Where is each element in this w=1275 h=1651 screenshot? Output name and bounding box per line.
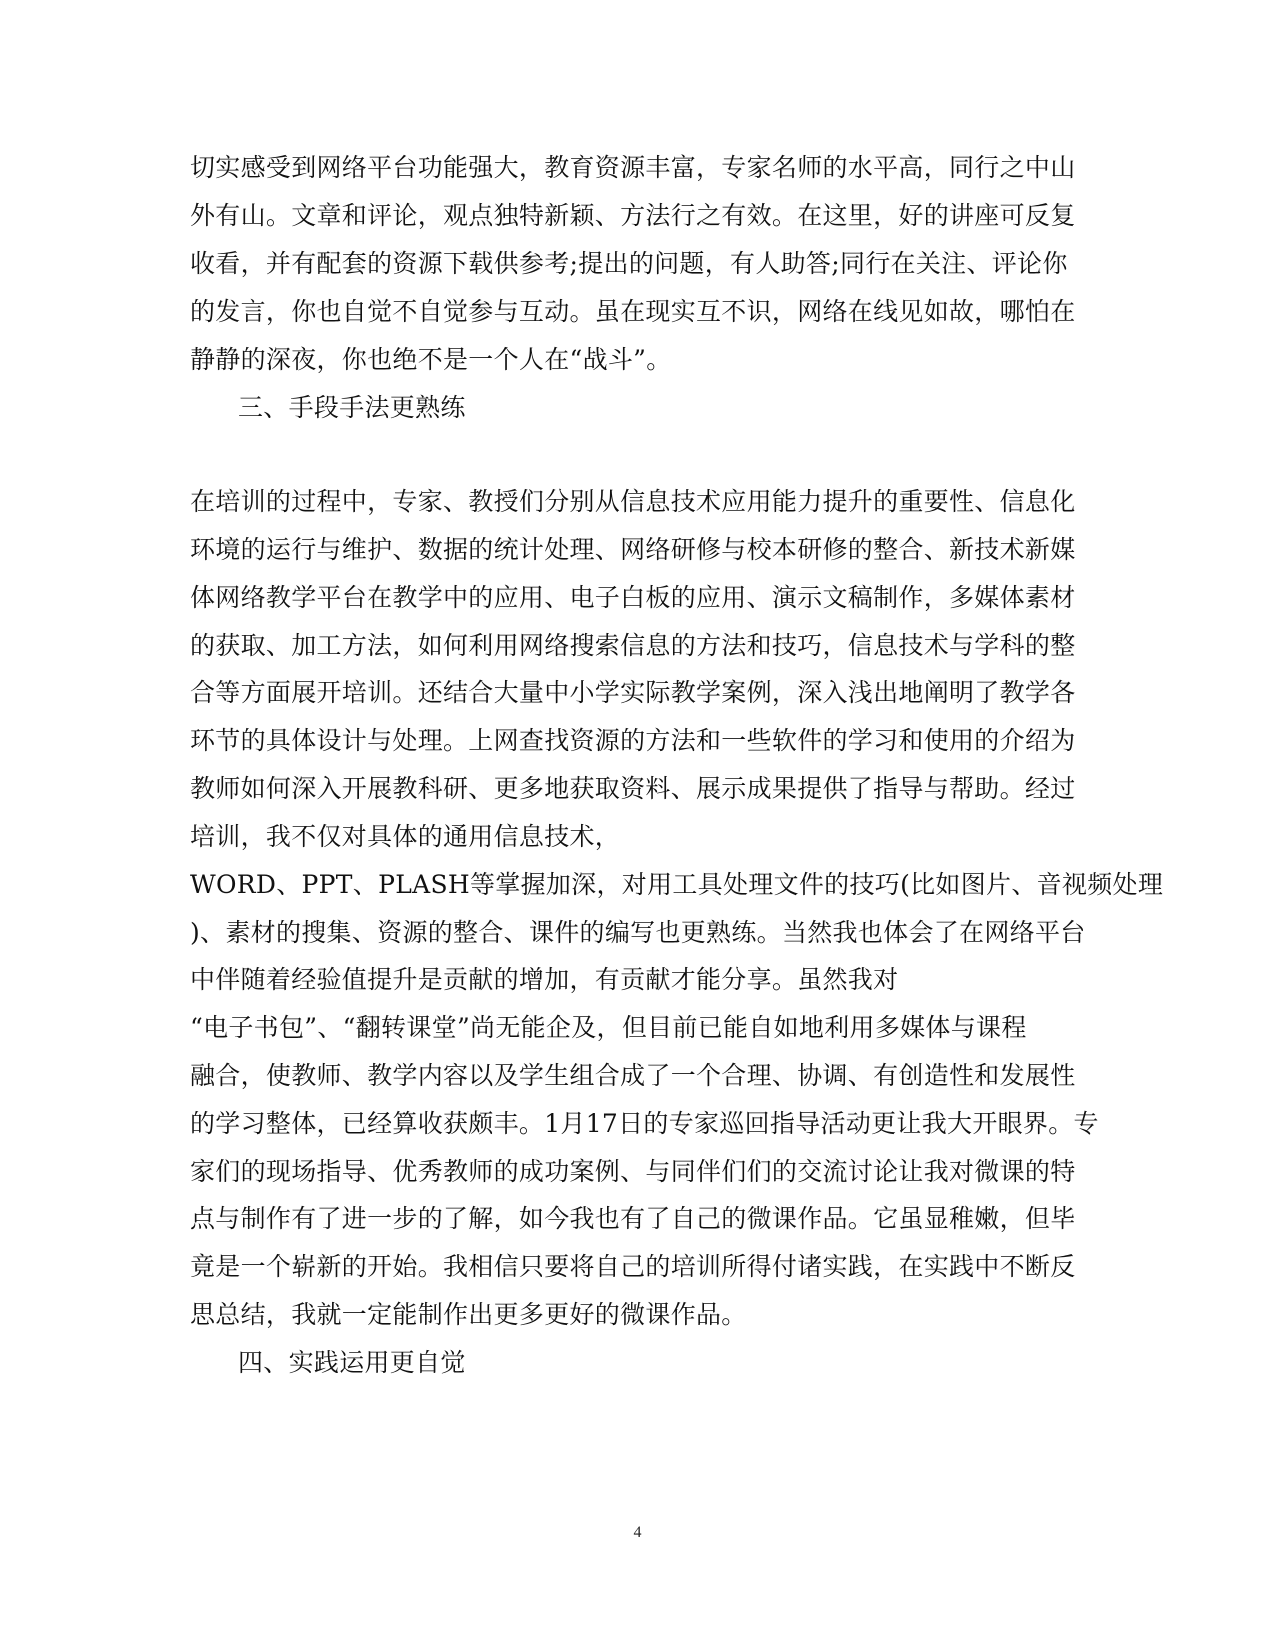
paragraph-line: 的获取、加工方法，如何利用网络搜索信息的方法和技巧，信息技术与学科的整 — [190, 631, 1076, 660]
paragraph-line: 家们的现场指导、优秀教师的成功案例、与同伴们们的交流讨论让我对微课的特 — [190, 1157, 1076, 1186]
section-heading: 三、手段手法更熟练 — [238, 393, 466, 422]
paragraph-line: 切实感受到网络平台功能强大，教育资源丰富，专家名师的水平高，同行之中山 — [190, 153, 1076, 182]
paragraph-line: 环境的运行与维护、数据的统计处理、网络研修与校本研修的整合、新技术新媒 — [190, 535, 1076, 564]
paragraph-line: 的学习整体，已经算收获颇丰。1月17日的专家巡回指导活动更让我大开眼界。专 — [190, 1109, 1099, 1138]
paragraph-line: “电子书包”、“翻转课堂”尚无能企及，但目前已能自如地利用多媒体与课程 — [190, 1013, 1027, 1042]
paragraph-line: 的发言，你也自觉不自觉参与互动。虽在现实互不识，网络在线见如故，哪怕在 — [190, 297, 1076, 326]
section-heading: 四、实践运用更自觉 — [238, 1348, 466, 1377]
paragraph-line: 培训，我不仅对具体的通用信息技术， — [190, 822, 621, 851]
paragraph-line: 融合，使教师、教学内容以及学生组合成了一个合理、协调、有创造性和发展性 — [190, 1061, 1076, 1090]
paragraph-line: 外有山。文章和评论，观点独特新颖、方法行之有效。在这里，好的讲座可反复 — [190, 201, 1076, 230]
paragraph-line: 收看，并有配套的资源下载供参考;提出的问题，有人助答;同行在关注、评论你 — [190, 249, 1068, 278]
paragraph-line: WORD、PPT、PLASH等掌握加深，对用工具处理文件的技巧(比如图片、音视频处理 — [190, 870, 1164, 899]
paragraph-line: 合等方面展开培训。还结合大量中小学实际教学案例，深入浅出地阐明了教学各 — [190, 678, 1076, 707]
paragraph-line: 静静的深夜，你也绝不是一个人在“战斗”。 — [190, 345, 672, 374]
paragraph-line: 在培训的过程中，专家、教授们分别从信息技术应用能力提升的重要性、信息化 — [190, 487, 1076, 516]
paragraph-line: 中伴随着经验值提升是贡献的增加，有贡献才能分享。虽然我对 — [190, 965, 899, 994]
paragraph-line: 点与制作有了进一步的了解，如今我也有了自己的微课作品。它虽显稚嫩，但毕 — [190, 1204, 1076, 1233]
paragraph-line: 环节的具体设计与处理。上网查找资源的方法和一些软件的学习和使用的介绍为 — [190, 726, 1076, 755]
paragraph-line: 体网络教学平台在教学中的应用、电子白板的应用、演示文稿制作，多媒体素材 — [190, 583, 1076, 612]
paragraph-line: )、素材的搜集、资源的整合、课件的编写也更熟练。当然我也体会了在网络平台 — [190, 918, 1086, 947]
page-number: 4 — [633, 1524, 642, 1541]
paragraph-line: 竟是一个崭新的开始。我相信只要将自己的培训所得付诸实践，在实践中不断反 — [190, 1252, 1076, 1281]
paragraph-line: 教师如何深入开展教科研、更多地获取资料、展示成果提供了指导与帮助。经过 — [190, 774, 1076, 803]
paragraph-line: 思总结，我就一定能制作出更多更好的微课作品。 — [190, 1300, 747, 1329]
